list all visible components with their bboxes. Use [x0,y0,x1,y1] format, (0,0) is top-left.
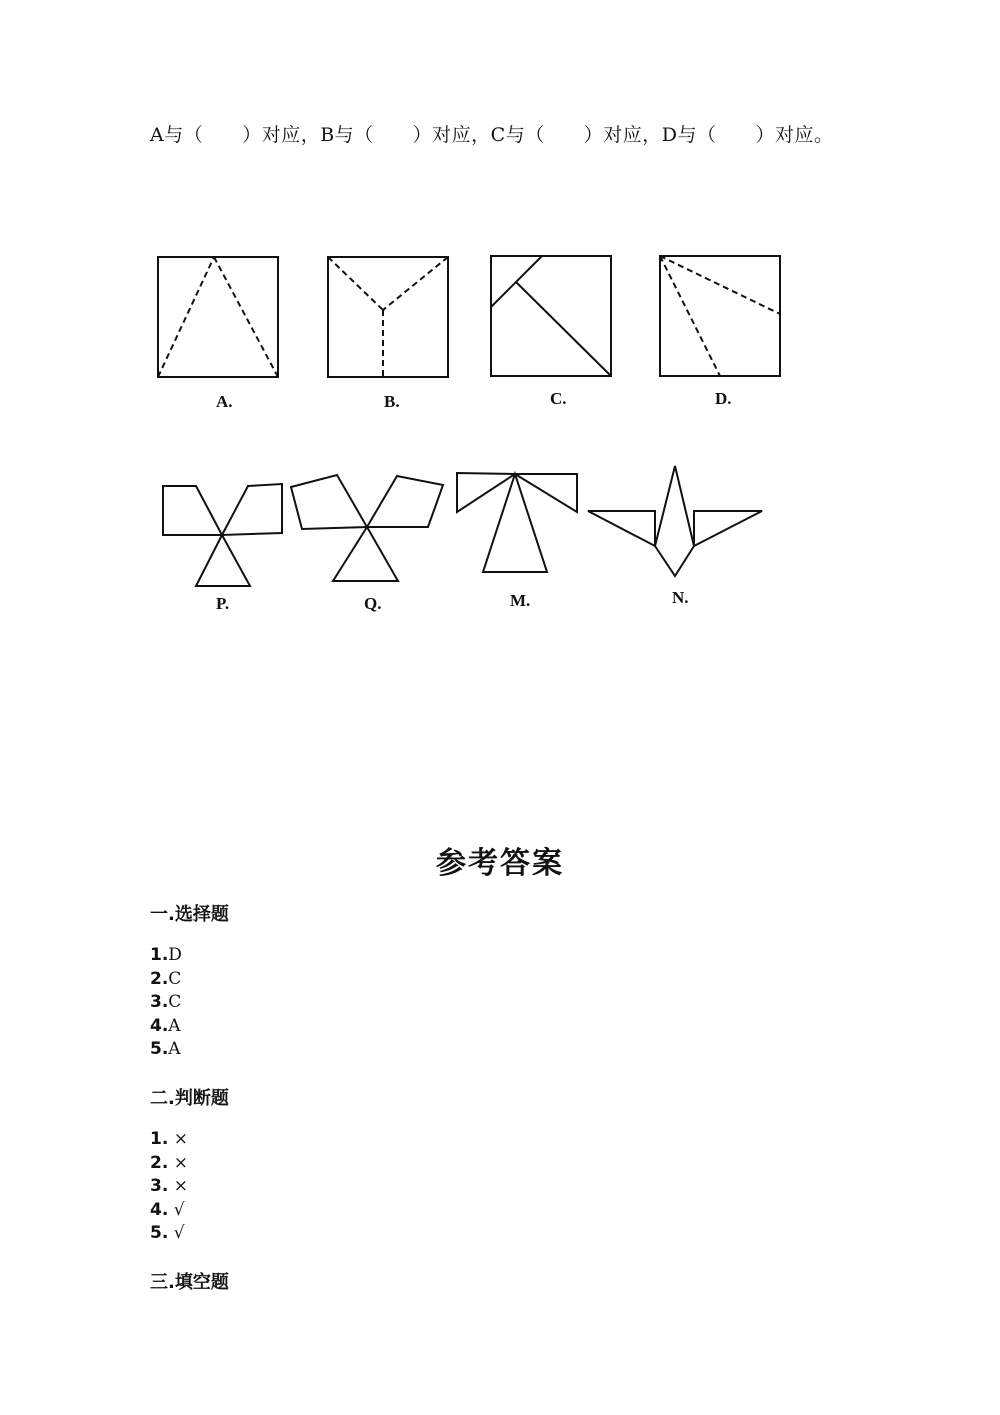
shape-label-q: Q. [364,594,382,613]
list-item: 4. √ [150,1199,185,1220]
section-heading-choice: 一.选择题 [150,904,229,925]
answer-title: 参考答案 [436,846,564,881]
list-item: 2. × [150,1152,188,1173]
shape-label-m: M. [510,591,531,610]
square-label-c: C. [550,389,567,408]
list-item: 5.A [150,1039,181,1059]
shape-figure-n [588,466,762,576]
square-figure-b [328,257,448,377]
square-figure-d [660,256,780,376]
square-label-d: D. [715,389,732,408]
square-figure-a [158,257,278,377]
shape-figure-q [291,475,443,581]
shape-label-p: P. [216,594,230,613]
list-item: 3. × [150,1176,188,1196]
section-heading-fill: 三.填空题 [150,1272,229,1293]
shape-figure-m [457,473,577,572]
list-item: 5. √ [150,1223,185,1243]
list-item: 3.C [150,992,182,1012]
shape-figure-p [163,484,282,586]
answer-list-judgement [150,1128,188,1246]
list-item: 1.D [150,945,182,965]
section-heading-judgement: 二.判断题 [150,1088,229,1109]
square-label-b: B. [384,392,400,411]
list-item: 1. × [150,1129,188,1149]
answer-list-choice [150,944,182,1062]
square-label-a: A. [216,392,233,411]
question-text: A与（ ）对应，B与（ ）对应，C与（ ）对应，D与（ ）对应。 [150,124,834,146]
shape-label-n: N. [672,588,689,607]
list-item: 2.C [150,968,182,989]
square-figure-c [491,256,611,376]
list-item: 4.A [150,1015,181,1036]
